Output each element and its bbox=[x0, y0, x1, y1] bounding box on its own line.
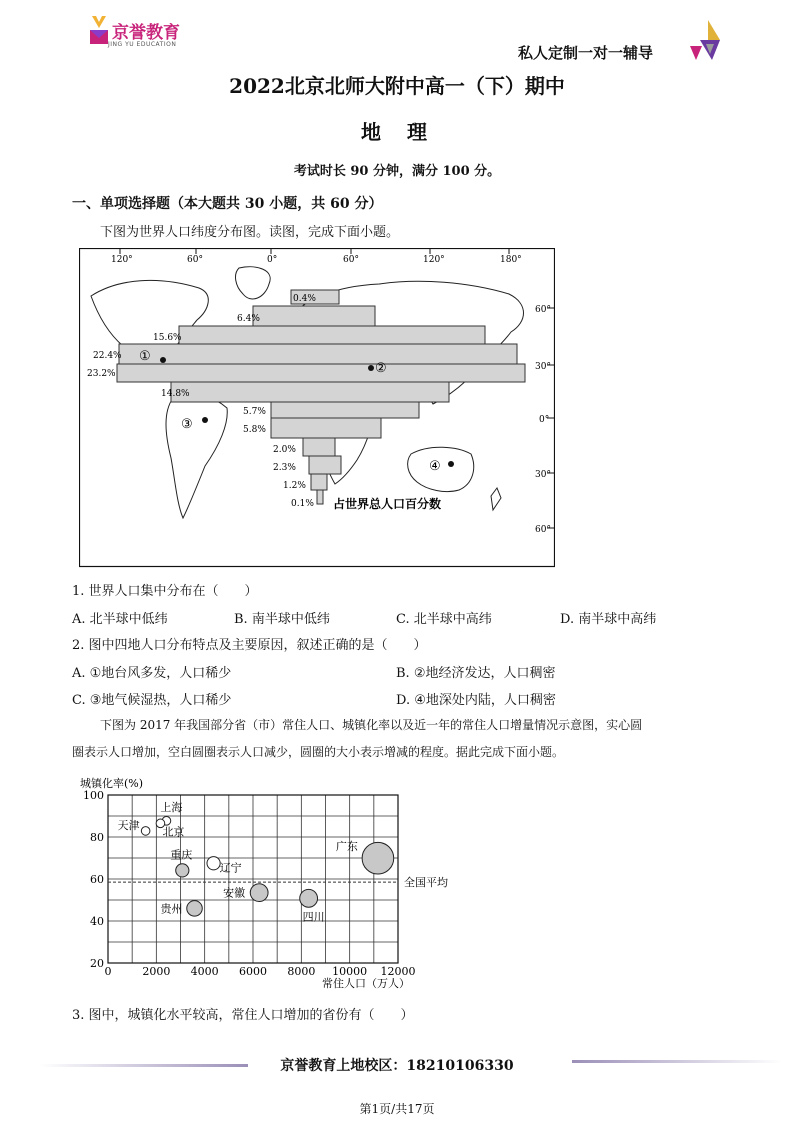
band-percent: 1.2% bbox=[283, 481, 306, 491]
document-title: 2022北京北师大附中高一（下）期中 bbox=[229, 74, 565, 98]
map-caption: 占世界总人口百分数 bbox=[333, 497, 442, 511]
question-1-stem: 1. 世界人口集中分布在（ ） bbox=[72, 584, 258, 599]
x-tick-label: 12000 bbox=[380, 965, 416, 978]
data-point-label: 安徽 bbox=[223, 886, 246, 900]
lat-label: 60° bbox=[535, 525, 551, 535]
x-tick-label: 0 bbox=[104, 965, 112, 978]
lon-label: 0° bbox=[267, 255, 278, 265]
band-percent: 2.0% bbox=[273, 445, 296, 455]
data-point bbox=[250, 884, 268, 902]
band-percent: 0.4% bbox=[293, 294, 316, 304]
band-percent: 0.1% bbox=[291, 499, 314, 509]
corner-decoration-icon bbox=[690, 20, 722, 62]
data-point bbox=[187, 901, 203, 917]
location-dot bbox=[448, 461, 454, 467]
logo-subtitle: JING YU EDUCATION bbox=[108, 41, 177, 48]
section-heading: 一、单项选择题（本大题共 30 小题，共 60 分） bbox=[72, 196, 383, 212]
q2-option-c[interactable]: C. ③地气候湿热，人口稀少 bbox=[72, 693, 232, 708]
data-point-label: 上海 bbox=[160, 800, 183, 814]
band-percent: 15.6% bbox=[153, 333, 182, 343]
q2-option-b[interactable]: B. ②地经济发达，人口稠密 bbox=[396, 666, 556, 681]
y-tick-label: 20 bbox=[90, 957, 104, 970]
data-point-label: 四川 bbox=[302, 910, 325, 924]
y-tick-label: 40 bbox=[90, 915, 104, 928]
band-percent: 22.4% bbox=[93, 351, 122, 361]
band-percent: 6.4% bbox=[237, 314, 260, 324]
data-point-label: 辽宁 bbox=[219, 861, 242, 875]
y-tick-label: 100 bbox=[83, 789, 104, 802]
data-point-label: 北京 bbox=[162, 825, 185, 839]
lat-label: 60° bbox=[535, 305, 551, 315]
data-point-label: 天津 bbox=[117, 818, 140, 832]
question-2-stem: 2. 图中四地人口分布特点及主要原因，叙述正确的是（ ） bbox=[72, 638, 427, 653]
q1-option-a[interactable]: A. 北半球中低纬 bbox=[72, 612, 168, 627]
q2-option-d[interactable]: D. ④地深处内陆，人口稠密 bbox=[396, 693, 556, 708]
x-tick-label: 2000 bbox=[142, 965, 171, 978]
lon-label: 60° bbox=[187, 255, 203, 265]
question-3-stem: 3. 图中，城镇化水平较高，常住人口增加的省份有（ ） bbox=[72, 1008, 414, 1023]
q1-option-d[interactable]: D. 南半球中高纬 bbox=[560, 612, 657, 627]
data-point-label: 广东 bbox=[335, 840, 358, 854]
urbanization-scatter-chart bbox=[72, 775, 492, 991]
marker-3: ③ bbox=[181, 417, 193, 432]
data-point bbox=[300, 889, 318, 907]
x-tick-label: 8000 bbox=[287, 965, 316, 978]
x-tick-label: 10000 bbox=[332, 965, 368, 978]
chart-intro-line1: 下图为 2017 年我国部分省（市）常住人口、城镇化率以及近一年的常住人口增量情况示意图，实心圆 bbox=[100, 718, 643, 732]
logo-mark-icon bbox=[88, 12, 110, 46]
q1-option-b[interactable]: B. 南半球中低纬 bbox=[234, 612, 330, 627]
q1-option-c[interactable]: C. 北半球中高纬 bbox=[396, 612, 492, 627]
location-dot bbox=[160, 357, 166, 363]
y-axis-label: 城镇化率(%) bbox=[80, 777, 144, 790]
lat-label: 30° bbox=[535, 470, 551, 480]
x-tick-label: 6000 bbox=[239, 965, 267, 978]
q2-option-a[interactable]: A. ①地台风多发，人口稀少 bbox=[72, 666, 232, 681]
lon-label: 180° bbox=[500, 255, 522, 265]
marker-2: ② bbox=[375, 361, 387, 376]
lon-label: 120° bbox=[423, 255, 445, 265]
slogan: 私人定制一对一辅导 bbox=[518, 44, 654, 62]
lon-label: 60° bbox=[343, 255, 359, 265]
data-point-label: 贵州 bbox=[160, 902, 183, 916]
page-number: 第1页/共17页 bbox=[359, 1102, 435, 1116]
data-point bbox=[141, 827, 150, 836]
data-point-label: 重庆 bbox=[170, 848, 193, 862]
band-percent: 5.7% bbox=[243, 407, 266, 417]
location-dot bbox=[202, 417, 208, 423]
x-axis-label: 常住人口（万人） bbox=[322, 977, 410, 990]
data-point bbox=[207, 857, 220, 870]
band-percent: 2.3% bbox=[273, 463, 296, 473]
footer-campus-phone: 京誉教育上地校区：18210106330 bbox=[280, 1058, 514, 1074]
data-point bbox=[176, 864, 189, 877]
logo-name: 京誉教育 bbox=[112, 23, 180, 43]
lon-label: 120° bbox=[111, 255, 133, 265]
marker-4: ④ bbox=[429, 459, 441, 474]
chart-intro-line2: 圈表示人口增加，空白圆圈表示人口减少，圆圈的大小表示增减的程度。据此完成下面小题。 bbox=[72, 745, 565, 759]
lat-label: 30° bbox=[535, 362, 551, 372]
world-population-map bbox=[79, 248, 555, 568]
national-average-label: 全国平均 bbox=[404, 876, 448, 890]
y-tick-label: 80 bbox=[90, 831, 104, 844]
x-tick-label: 4000 bbox=[190, 965, 219, 978]
subject-title: 地理 bbox=[361, 120, 453, 144]
data-point bbox=[362, 842, 394, 874]
band-percent: 5.8% bbox=[243, 425, 266, 435]
marker-1: ① bbox=[139, 349, 151, 364]
lat-label: 0° bbox=[539, 415, 550, 425]
band-percent: 14.8% bbox=[161, 389, 190, 399]
question-intro: 下图为世界人口纬度分布图。读图，完成下面小题。 bbox=[100, 225, 400, 240]
y-tick-label: 60 bbox=[90, 873, 104, 886]
band-percent: 23.2% bbox=[87, 369, 116, 379]
location-dot bbox=[368, 365, 374, 371]
exam-info: 考试时长 90 分钟，满分 100 分。 bbox=[293, 164, 501, 179]
